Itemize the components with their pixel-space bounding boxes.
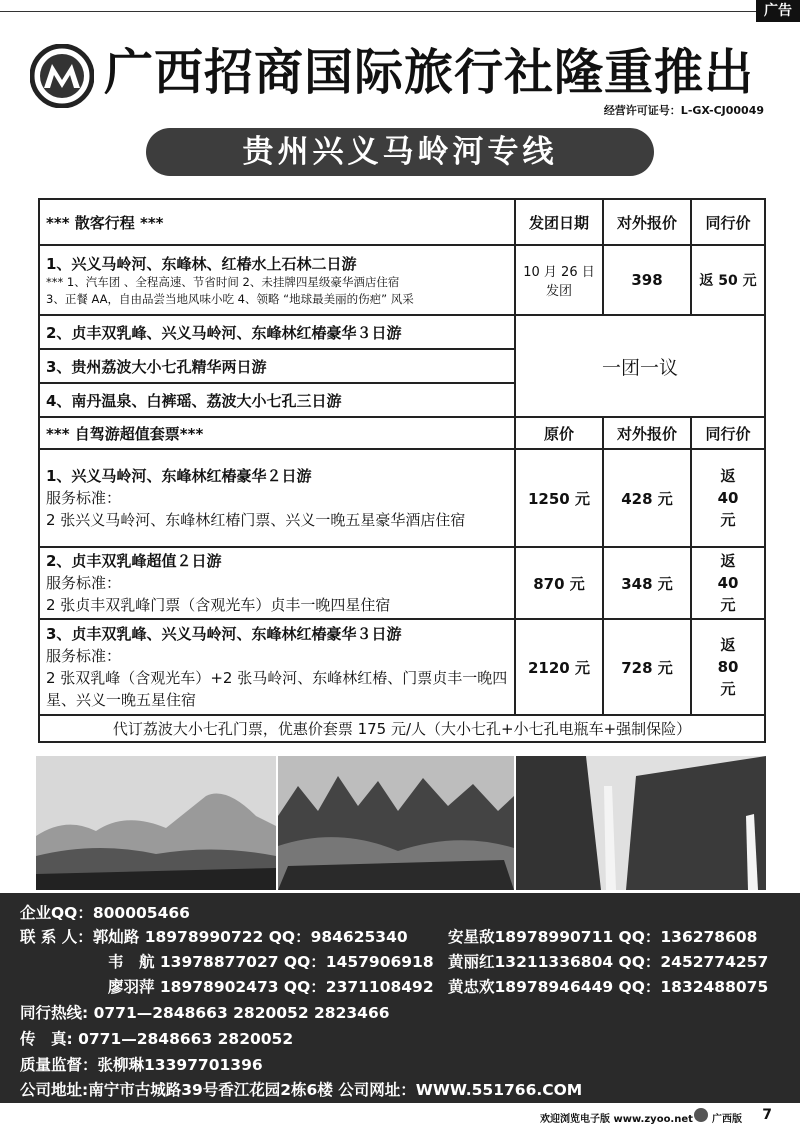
tour1-date: 10 月 26 日发团 (515, 245, 603, 315)
pkg3-peer-a: 返 (720, 636, 736, 654)
edition-badge-icon (694, 1108, 708, 1122)
edition-label: 广西版 (712, 1114, 742, 1125)
pkg1-peer-a: 返 (720, 467, 736, 485)
pkg3-orig: 2120 元 (515, 619, 603, 715)
photo-waterfall-gorge (516, 756, 766, 890)
page-number: 7 (762, 1107, 772, 1123)
tour3-title: 3、贵州荔波大小七孔精华两日游 (39, 349, 515, 383)
license-number: 经营许可证号：L-GX-CJ00049 (603, 104, 764, 117)
contact-row1-a: 联 系 人：郭灿路 18978990722 QQ：984625340 (20, 928, 408, 946)
pkg3-title: 3、贞丰双乳峰、兴义马岭河、东峰林红椿豪华３日游 (46, 625, 402, 643)
company-address: 公司地址:南宁市古城路39号香江花园2栋6楼 公司网址：WWW.551766.COM (20, 1081, 583, 1099)
table-row (39, 547, 765, 619)
pkg3-price: 728 元 (603, 619, 691, 715)
table-row (39, 715, 765, 742)
tour1-peer: 返 50 元 (691, 245, 765, 315)
pkg3-desc: 2 张双乳峰（含观光车）+2 张马岭河、东峰林红椿、门票贞丰一晚四星、兴义一晚五星住宿 (46, 669, 508, 709)
ad-tag: 广告 (756, 0, 800, 22)
tour1-title: 1、兴义马岭河、东峰林、红椿水上石林二日游 (46, 254, 357, 273)
pkg2-orig: 870 元 (515, 547, 603, 619)
pkg2-title: 2、贞丰双乳峰超值２日游 (46, 552, 222, 570)
pkg2-peer-b: 40 (717, 574, 739, 592)
route-banner: 贵州兴义马岭河专线 (146, 128, 654, 176)
tour2-title: 2、贞丰双乳峰、兴义马岭河、东峰林红椿豪华３日游 (39, 315, 515, 349)
pkg3-peer (691, 619, 765, 715)
tour4-title: 4、南丹温泉、白裤瑶、荔波大小七孔三日游 (39, 383, 515, 417)
photo-karst-fields (278, 756, 514, 890)
negotiate-cell: 一团一议 (515, 315, 765, 417)
pkg2-price: 348 元 (603, 547, 691, 619)
pkg1-std: 服务标准： (46, 489, 122, 507)
col-peer: 同行价 (691, 199, 765, 245)
contact-row3-b: 黄忠欢18978946449 QQ：1832488075 (448, 978, 769, 996)
table-row (39, 315, 765, 349)
fax: 传 真: 0771—2848663 2820052 (20, 1030, 294, 1048)
pkg2-std: 服务标准： (46, 574, 122, 592)
table-row (39, 619, 765, 715)
section2-title: *** 自驾游超值套票*** (39, 417, 515, 449)
agency-logo-icon (30, 44, 94, 108)
contact-row2-b: 黄丽红13211336804 QQ：2452774257 (448, 953, 769, 971)
pkg1-peer-b: 40 (717, 489, 739, 507)
section2-header (39, 417, 765, 449)
pkg3-peer-b: 80 (717, 658, 739, 676)
pkg1-peer (691, 449, 765, 547)
ticket-note: 代订荔波大小七孔门票，优惠价套票 175 元/人（大小七孔+小七孔电瓶车+强制保险） (39, 715, 765, 742)
tour-table (38, 198, 766, 743)
scenery-photos (36, 756, 766, 890)
quality-supervision: 质量监督：张柳琳13397701396 (20, 1056, 263, 1074)
pkg3-std: 服务标准： (46, 647, 122, 665)
pkg2-peer-c: 元 (720, 596, 736, 614)
pkg1-orig: 1250 元 (515, 449, 603, 547)
col-orig: 原价 (515, 417, 603, 449)
contact-row3-a: 廖羽萍 18978902473 QQ：2371108492 (108, 978, 434, 996)
pkg1-title: 1、兴义马岭河、东峰林红椿豪华２日游 (46, 467, 312, 485)
contact-row1-b: 安星敌18978990711 QQ：136278608 (448, 928, 758, 946)
col-peer2: 同行价 (691, 417, 765, 449)
table-row (39, 449, 765, 547)
site-link[interactable]: 欢迎浏览电子版 www.zyoo.net (540, 1114, 693, 1125)
section1-title: *** 散客行程 *** (39, 199, 515, 245)
section1-header (39, 199, 765, 245)
peer-hotline: 同行热线: 0771—2848663 2820052 2823466 (20, 1004, 390, 1022)
contact-row2-a: 韦 航 13978877027 QQ：1457906918 (108, 953, 434, 971)
col-price: 对外报价 (603, 199, 691, 245)
photo-misty-peaks (36, 756, 276, 890)
pkg3-peer-c: 元 (720, 680, 736, 698)
tour1-line1: *** 1、汽车团 、全程高速、节省时间 2、未挂牌四星级豪华酒店住宿 (46, 274, 400, 289)
headline: 广西招商国际旅行社隆重推出 (104, 44, 755, 101)
pkg1-price: 428 元 (603, 449, 691, 547)
col-date: 发团日期 (515, 199, 603, 245)
pkg1-desc: 2 张兴义马岭河、东峰林红椿门票、兴义一晚五星豪华酒店住宿 (46, 511, 466, 529)
pkg2-peer-a: 返 (720, 552, 736, 570)
pkg2-desc: 2 张贞丰双乳峰门票（含观光车）贞丰一晚四星住宿 (46, 596, 391, 614)
contact-panel (0, 893, 800, 1103)
tour1-line2: 3、正餐 AA，自由品尝当地风味小吃 4、领略 “地球最美丽的伤疤” 风采 (46, 291, 414, 306)
company-qq: 企业QQ：800005466 (20, 904, 190, 922)
pkg1-peer-c: 元 (720, 511, 736, 529)
top-rule (0, 11, 756, 12)
table-row (39, 245, 765, 315)
page-footer (0, 1103, 800, 1127)
col-price2: 对外报价 (603, 417, 691, 449)
pkg2-peer (691, 547, 765, 619)
tour1-price: 398 (603, 245, 691, 315)
